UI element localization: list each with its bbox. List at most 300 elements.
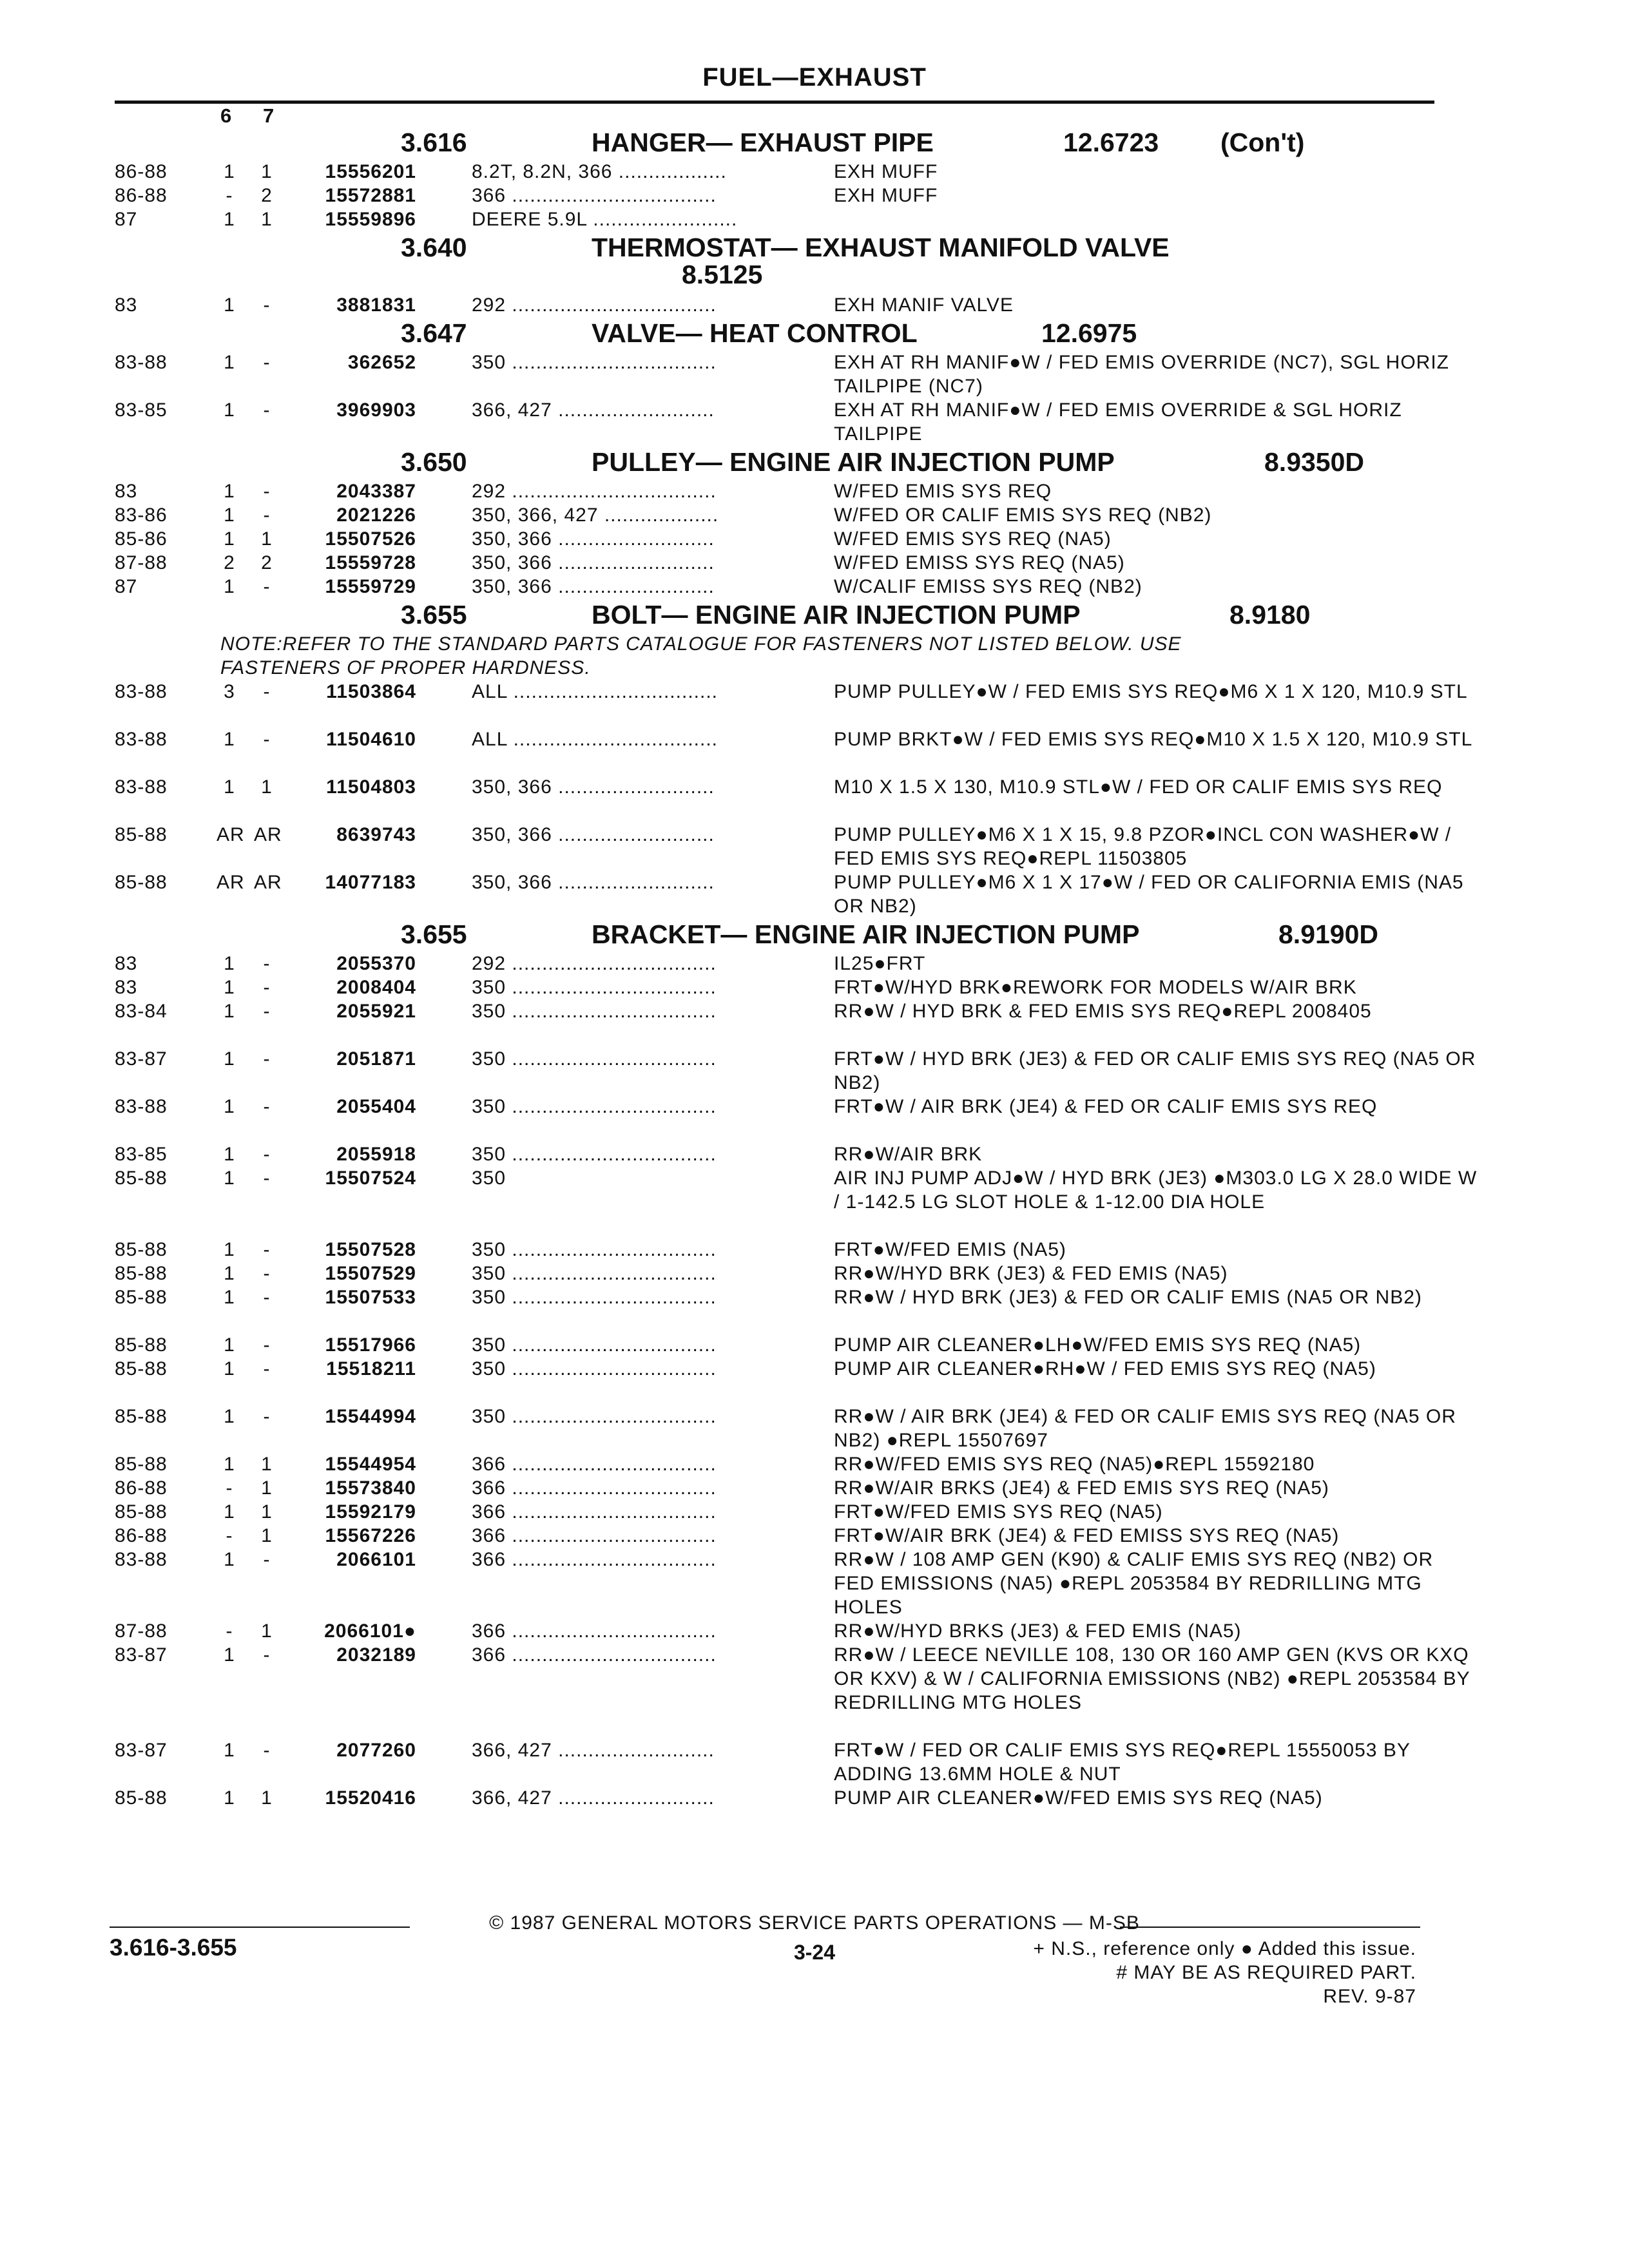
model-years: 85-88	[115, 1287, 168, 1308]
quantity-col-7: -	[263, 681, 271, 702]
engine-models: 350 ..................................	[472, 1048, 717, 1070]
quantity-col-6: 1	[224, 505, 235, 526]
model-years: 85-88	[115, 1239, 168, 1260]
quantity-col-7: -	[263, 1740, 271, 1761]
quantity-col-6: 1	[224, 294, 235, 316]
model-years: 83	[115, 977, 138, 998]
quantity-col-6: 1	[224, 352, 235, 373]
engine-models: 366 ..................................	[472, 1549, 717, 1570]
part-description: RR●W/HYD BRK (JE3) & FED EMIS (NA5)	[834, 1263, 1228, 1284]
table-row	[0, 160, 1629, 184]
table-row	[0, 1738, 1629, 1786]
part-number: 2043387	[336, 481, 416, 502]
part-description: EXH AT RH MANIF●W / FED EMIS OVERRIDE (NC7), SGL HORIZ TAILPIPE (NC7)	[834, 352, 1449, 397]
header-rule	[115, 101, 1434, 104]
quantity-col-7: -	[263, 729, 271, 750]
part-number: 15507526	[325, 528, 416, 550]
section-title: THERMOSTAT— EXHAUST MANIFOLD VALVE	[592, 233, 1170, 262]
quantity-col-6: 1	[224, 481, 235, 502]
engine-models: 366 ..................................	[472, 185, 717, 206]
model-years: 85-88	[115, 1454, 168, 1475]
part-description: FRT●W / FED OR CALIF EMIS SYS REQ●REPL 15550053 BY ADDING 13.6MM HOLE & NUT	[834, 1740, 1411, 1785]
quantity-col-7: AR	[254, 824, 282, 845]
quantity-col-7: -	[263, 1644, 271, 1666]
engine-models: 350 ..................................	[472, 1239, 717, 1260]
footer-legend-line: # MAY BE AS REQUIRED PART.	[1116, 1962, 1416, 1983]
model-years: 85-86	[115, 528, 168, 550]
quantity-col-6: 3	[224, 681, 235, 702]
table-row	[0, 1262, 1629, 1285]
part-description: FRT●W/HYD BRK●REWORK FOR MODELS W/AIR BRK	[834, 977, 1357, 998]
section-number: 3.616	[401, 128, 467, 157]
quantity-col-7: 2	[261, 552, 273, 573]
quantity-col-6: 1	[224, 1454, 235, 1475]
table-row	[0, 1166, 1629, 1238]
part-number: 15517966	[325, 1334, 416, 1356]
part-number: 15520416	[325, 1787, 416, 1809]
table-row	[0, 1548, 1629, 1619]
part-number: 3881831	[336, 294, 416, 316]
part-number: 2055921	[336, 1001, 416, 1022]
engine-models: 292 ..................................	[472, 481, 717, 502]
engine-models: 350 ..................................	[472, 1263, 717, 1284]
table-row	[0, 1333, 1629, 1357]
part-description: RR●W / HYD BRK & FED EMIS SYS REQ●REPL 2008405	[834, 1001, 1372, 1022]
model-years: 83-88	[115, 776, 168, 798]
quantity-col-6: 1	[224, 1406, 235, 1427]
model-years: 83-87	[115, 1740, 168, 1761]
table-row	[0, 870, 1629, 918]
section-title: VALVE— HEAT CONTROL	[592, 318, 918, 348]
part-description: EXH AT RH MANIF●W / FED EMIS OVERRIDE & SGL HORIZ TAILPIPE	[834, 399, 1402, 445]
table-row	[0, 975, 1629, 999]
model-years: 87-88	[115, 552, 168, 573]
model-years: 83-85	[115, 1144, 168, 1165]
engine-models: 350 ..................................	[472, 352, 717, 373]
quantity-col-6: 1	[224, 1263, 235, 1284]
section-header	[0, 231, 1629, 293]
table-row	[0, 1095, 1629, 1142]
engine-models: 350	[472, 1168, 506, 1189]
engine-models: 350, 366 ..........................	[472, 552, 715, 573]
model-years: 83-87	[115, 1644, 168, 1666]
quantity-col-7: -	[263, 1096, 271, 1117]
model-years: 85-88	[115, 824, 168, 845]
table-row	[0, 1357, 1629, 1405]
parts-list	[0, 126, 1629, 1810]
section-number: 3.655	[401, 600, 467, 629]
part-number: 2008404	[336, 977, 416, 998]
quantity-col-7: -	[263, 1263, 271, 1284]
part-number: 15556201	[325, 161, 416, 182]
section-title-code: 8.5125	[682, 260, 763, 289]
part-description: PUMP PULLEY●M6 X 1 X 17●W / FED OR CALIFORNIA EMIS (NA5 OR NB2)	[834, 872, 1464, 917]
part-number: 15572881	[325, 185, 416, 206]
part-number: 15573840	[325, 1477, 416, 1499]
part-description: RR●W / HYD BRK (JE3) & FED OR CALIF EMIS (NA5 OR NB2)	[834, 1287, 1422, 1308]
quantity-col-6: 1	[224, 399, 235, 421]
part-number: 15559729	[325, 576, 416, 597]
model-years: 83	[115, 294, 138, 316]
quantity-col-7: 1	[261, 161, 273, 182]
table-row	[0, 775, 1629, 823]
model-years: 85-88	[115, 1263, 168, 1284]
quantity-col-6: 1	[224, 1096, 235, 1117]
quantity-col-7: -	[263, 399, 271, 421]
section-number: 3.647	[401, 318, 467, 348]
quantity-col-7: -	[263, 1334, 271, 1356]
part-description: PUMP PULLEY●W / FED EMIS SYS REQ●M6 X 1 X 120, M10.9 STL	[834, 681, 1468, 702]
part-number: 11504803	[326, 776, 416, 798]
quantity-col-7: -	[263, 1048, 271, 1070]
table-row	[0, 727, 1629, 775]
footer-revision: REV. 9-87	[1323, 1986, 1416, 2007]
part-number: 2051871	[336, 1048, 416, 1070]
part-number: 2066101●	[324, 1620, 416, 1642]
engine-models: 292 ..................................	[472, 953, 717, 974]
model-years: 83-88	[115, 1096, 168, 1117]
engine-models: 366 ..................................	[472, 1501, 717, 1523]
table-row	[0, 952, 1629, 975]
engine-models: 8.2T, 8.2N, 366 ..................	[472, 161, 727, 182]
engine-models: 366 ..................................	[472, 1525, 717, 1546]
quantity-col-7: -	[263, 352, 271, 373]
quantity-col-7: -	[263, 1144, 271, 1165]
part-description: PUMP AIR CLEANER●LH●W/FED EMIS SYS REQ (NA5)	[834, 1334, 1362, 1356]
part-number: 15559728	[325, 552, 416, 573]
engine-models: 350, 366 ..........................	[472, 824, 715, 845]
part-number: 2066101	[336, 1549, 416, 1570]
section-header	[0, 918, 1629, 952]
part-number: 15518211	[326, 1358, 416, 1379]
part-description: RR●W/HYD BRKS (JE3) & FED EMIS (NA5)	[834, 1620, 1242, 1642]
footer-legend-line: + N.S., reference only ● Added this issue.	[1033, 1938, 1416, 1959]
table-row	[0, 551, 1629, 575]
model-years: 83-86	[115, 505, 168, 526]
quantity-col-6: 1	[224, 1168, 235, 1189]
quantity-col-6: 1	[224, 1048, 235, 1070]
model-years: 83-88	[115, 681, 168, 702]
part-number: 15507524	[325, 1168, 416, 1189]
quantity-col-7: -	[263, 505, 271, 526]
engine-models: 366, 427 ..........................	[472, 399, 715, 421]
part-description: EXH MUFF	[834, 185, 938, 206]
section-number: 3.655	[401, 919, 467, 949]
part-description: FRT●W/FED EMIS (NA5)	[834, 1239, 1066, 1260]
table-row	[0, 527, 1629, 551]
model-years: 83-88	[115, 1549, 168, 1570]
section-note-line: NOTE:REFER TO THE STANDARD PARTS CATALOGUE FOR FASTENERS NOT LISTED BELOW. USE	[220, 633, 1182, 655]
part-number: 8639743	[336, 824, 416, 845]
section-title: PULLEY— ENGINE AIR INJECTION PUMP	[592, 447, 1115, 477]
quantity-col-6: 1	[224, 1001, 235, 1022]
part-number: 14077183	[325, 872, 416, 893]
quantity-col-7: -	[263, 1239, 271, 1260]
part-number: 2032189	[336, 1644, 416, 1666]
model-years: 87-88	[115, 1620, 168, 1642]
quantity-col-6: -	[226, 1525, 233, 1546]
model-years: 85-88	[115, 872, 168, 893]
quantity-col-6: -	[226, 1477, 233, 1499]
quantity-col-6: 1	[224, 1334, 235, 1356]
part-number: 2021226	[336, 505, 416, 526]
quantity-col-6: 1	[224, 977, 235, 998]
part-number: 362652	[347, 352, 416, 373]
engine-models: 350 ..................................	[472, 1358, 717, 1379]
part-number: 11503864	[326, 681, 416, 702]
part-number: 15544954	[325, 1454, 416, 1475]
quantity-col-7: 1	[261, 1454, 273, 1475]
quantity-col-6: 1	[224, 576, 235, 597]
quantity-col-6: 1	[224, 1501, 235, 1523]
quantity-col-7: -	[263, 1358, 271, 1379]
quantity-col-7: -	[263, 977, 271, 998]
section-code: 8.9180	[1229, 600, 1311, 629]
quantity-col-7: -	[263, 953, 271, 974]
table-row	[0, 503, 1629, 527]
model-years: 83-88	[115, 729, 168, 750]
model-years: 85-88	[115, 1334, 168, 1356]
quantity-col-7: 1	[261, 1787, 273, 1809]
part-description: W/CALIF EMISS SYS REQ (NB2)	[834, 576, 1142, 597]
engine-models: 366 ..................................	[472, 1644, 717, 1666]
engine-models: 292 ..................................	[472, 294, 717, 316]
quantity-col-7: -	[263, 1406, 271, 1427]
part-description: W/FED OR CALIF EMIS SYS REQ (NB2)	[834, 505, 1212, 526]
footer-page-number: 3-24	[793, 1941, 836, 1964]
quantity-col-7: -	[263, 1001, 271, 1022]
quantity-col-6: 1	[224, 1287, 235, 1308]
part-description: W/FED EMISS SYS REQ (NA5)	[834, 552, 1125, 573]
model-years: 86-88	[115, 1477, 168, 1499]
part-description: PUMP PULLEY●M6 X 1 X 15, 9.8 PZOR●INCL CON WASHER●W / FED EMIS SYS REQ●REPL 11503805	[834, 824, 1452, 869]
part-description: EXH MUFF	[834, 161, 938, 182]
quantity-col-7: 1	[261, 776, 273, 798]
quantity-col-7: 1	[261, 1620, 273, 1642]
part-description: PUMP BRKT●W / FED EMIS SYS REQ●M10 X 1.5 X 120, M10.9 STL	[834, 729, 1473, 750]
part-number: 2055404	[336, 1096, 416, 1117]
table-row	[0, 1786, 1629, 1810]
model-years: 87	[115, 576, 138, 597]
engine-models: 350, 366 ..........................	[472, 528, 715, 550]
table-row	[0, 1524, 1629, 1548]
table-row	[0, 680, 1629, 727]
part-description: RR●W / LEECE NEVILLE 108, 130 OR 160 AMP GEN (KVS OR KXQ OR KXV) & W / CALIFORNIA EMISSIONS (NB2) ●REPL 2053584 BY REDRILLING MTG HOLES	[834, 1644, 1470, 1713]
quantity-col-7: -	[263, 1287, 271, 1308]
table-row	[0, 1238, 1629, 1262]
quantity-col-6: 1	[224, 1549, 235, 1570]
part-description: W/FED EMIS SYS REQ (NA5)	[834, 528, 1112, 550]
part-number: 2077260	[336, 1740, 416, 1761]
quantity-col-6: 1	[224, 776, 235, 798]
section-header	[0, 126, 1629, 160]
engine-models: 350 ..................................	[472, 1334, 717, 1356]
part-description: PUMP AIR CLEANER●W/FED EMIS SYS REQ (NA5)	[834, 1787, 1323, 1809]
table-row	[0, 207, 1629, 231]
engine-models: 366 ..................................	[472, 1454, 717, 1475]
engine-models: 350 ..................................	[472, 1406, 717, 1427]
quantity-col-6: 1	[224, 953, 235, 974]
model-years: 83	[115, 953, 138, 974]
table-row	[0, 184, 1629, 207]
part-description: FRT●W / HYD BRK (JE3) & FED OR CALIF EMIS SYS REQ (NA5 OR NB2)	[834, 1048, 1476, 1093]
part-description: FRT●W / AIR BRK (JE4) & FED OR CALIF EMIS SYS REQ	[834, 1096, 1378, 1117]
section-code: 8.9350D	[1264, 447, 1365, 477]
model-years: 85-88	[115, 1406, 168, 1427]
section-code: 12.6975	[1041, 318, 1137, 348]
part-number: 15592179	[325, 1501, 416, 1523]
quantity-col-6: 1	[224, 161, 235, 182]
model-years: 83	[115, 481, 138, 502]
section-header	[0, 317, 1629, 351]
column-b-number: 7	[263, 104, 275, 127]
engine-models: 350, 366, 427 ...................	[472, 505, 719, 526]
table-row	[0, 1285, 1629, 1333]
quantity-col-7: 2	[261, 185, 273, 206]
model-years: 86-88	[115, 161, 168, 182]
table-row	[0, 1047, 1629, 1095]
engine-models: 366, 427 ..........................	[472, 1787, 715, 1809]
table-row	[0, 479, 1629, 503]
section-title: BRACKET— ENGINE AIR INJECTION PUMP	[592, 919, 1140, 949]
engine-models: DEERE 5.9L ........................	[472, 209, 738, 230]
engine-models: 350 ..................................	[472, 1287, 717, 1308]
quantity-col-6: 1	[224, 1144, 235, 1165]
engine-models: 366, 427 ..........................	[472, 1740, 715, 1761]
engine-models: 350 ..................................	[472, 1001, 717, 1022]
part-number: 15507533	[325, 1287, 416, 1308]
section-number: 3.650	[401, 447, 467, 477]
quantity-col-7: 1	[261, 1477, 273, 1499]
model-years: 85-88	[115, 1168, 168, 1189]
part-number: 15567226	[325, 1525, 416, 1546]
model-years: 87	[115, 209, 138, 230]
quantity-col-7: -	[263, 294, 271, 316]
quantity-col-6: 1	[224, 1740, 235, 1761]
part-description: RR●W/AIR BRK	[834, 1144, 983, 1165]
section-title: HANGER— EXHAUST PIPE	[592, 128, 934, 157]
table-row	[0, 1500, 1629, 1524]
quantity-col-6: 2	[224, 552, 235, 573]
part-description: PUMP AIR CLEANER●RH●W / FED EMIS SYS REQ (NA5)	[834, 1358, 1376, 1379]
section-note	[0, 632, 1629, 680]
part-description: RR●W/AIR BRKS (JE4) & FED EMIS SYS REQ (NA5)	[834, 1477, 1329, 1499]
part-description: RR●W/FED EMIS SYS REQ (NA5)●REPL 15592180	[834, 1454, 1315, 1475]
quantity-col-6: 1	[224, 1644, 235, 1666]
part-description: IL25●FRT	[834, 953, 926, 974]
section-code: 8.9190D	[1278, 919, 1379, 949]
table-row	[0, 823, 1629, 870]
quantity-col-6: 1	[224, 528, 235, 550]
table-row	[0, 351, 1629, 398]
quantity-col-7: -	[263, 576, 271, 597]
quantity-col-7: 1	[261, 1501, 273, 1523]
quantity-col-6: 1	[224, 1239, 235, 1260]
engine-models: 350 ..................................	[472, 1144, 717, 1165]
section-header	[0, 446, 1629, 479]
part-description: RR●W / AIR BRK (JE4) & FED OR CALIF EMIS SYS REQ (NA5 OR NB2) ●REPL 15507697	[834, 1406, 1456, 1451]
quantity-col-7: 1	[261, 528, 273, 550]
engine-models: 350 ..................................	[472, 1096, 717, 1117]
part-description: AIR INJ PUMP ADJ●W / HYD BRK (JE3) ●M303.0 LG X 28.0 WIDE W / 1-142.5 LG SLOT HOLE & 1-12.00 DIA HOLE	[834, 1168, 1478, 1213]
quantity-col-7: -	[263, 1168, 271, 1189]
quantity-col-7: AR	[254, 872, 282, 893]
quantity-col-6: -	[226, 185, 233, 206]
quantity-col-7: -	[263, 481, 271, 502]
part-description: RR●W / 108 AMP GEN (K90) & CALIF EMIS SYS REQ (NB2) OR FED EMISSIONS (NA5) ●REPL 2053584 BY REDRILLING MTG HOLES	[834, 1549, 1434, 1618]
column-a-number: 6	[220, 104, 232, 127]
part-description: M10 X 1.5 X 130, M10.9 STL●W / FED OR CALIF EMIS SYS REQ	[834, 776, 1443, 798]
table-row	[0, 1452, 1629, 1476]
engine-models: 350, 366 ..........................	[472, 576, 715, 597]
part-description: FRT●W/FED EMIS SYS REQ (NA5)	[834, 1501, 1163, 1523]
quantity-col-7: 1	[261, 209, 273, 230]
quantity-col-6: AR	[217, 872, 245, 893]
table-row	[0, 999, 1629, 1047]
engine-models: 366 ..................................	[472, 1477, 717, 1499]
model-years: 85-88	[115, 1358, 168, 1379]
part-number: 11504610	[326, 729, 416, 750]
part-description: EXH MANIF VALVE	[834, 294, 1014, 316]
quantity-col-6: 1	[224, 1787, 235, 1809]
quantity-col-6: 1	[224, 209, 235, 230]
footer-section-range: 3.616-3.655	[110, 1934, 237, 1961]
continued-marker: (Con't)	[1220, 128, 1305, 157]
part-number: 3969903	[336, 399, 416, 421]
quantity-col-7: -	[263, 1549, 271, 1570]
table-row	[0, 1619, 1629, 1643]
part-number: 15507528	[325, 1239, 416, 1260]
part-number: 15559896	[325, 209, 416, 230]
part-description: W/FED EMIS SYS REQ	[834, 481, 1052, 502]
table-row	[0, 293, 1629, 317]
engine-models: ALL ..................................	[472, 729, 718, 750]
model-years: 83-87	[115, 1048, 168, 1070]
section-header	[0, 599, 1629, 632]
quantity-col-6: 1	[224, 1358, 235, 1379]
footer-copyright: © 1987 GENERAL MOTORS SERVICE PARTS OPERATIONS — M-SB	[489, 1912, 1140, 1934]
table-row	[0, 1405, 1629, 1452]
part-number: 2055370	[336, 953, 416, 974]
quantity-col-6: -	[226, 1620, 233, 1642]
quantity-col-6: 1	[224, 729, 235, 750]
table-row	[0, 1142, 1629, 1166]
quantity-col-6: AR	[217, 824, 245, 845]
table-row	[0, 1643, 1629, 1738]
table-row	[0, 1476, 1629, 1500]
section-note-line: FASTENERS OF PROPER HARDNESS.	[220, 657, 591, 678]
engine-models: 350 ..................................	[472, 977, 717, 998]
part-number: 15544994	[325, 1406, 416, 1427]
model-years: 85-88	[115, 1501, 168, 1523]
part-number: 2055918	[336, 1144, 416, 1165]
model-years: 83-88	[115, 352, 168, 373]
engine-models: 366 ..................................	[472, 1620, 717, 1642]
engine-models: 350, 366 ..........................	[472, 872, 715, 893]
section-title: BOLT— ENGINE AIR INJECTION PUMP	[592, 600, 1081, 629]
quantity-col-7: 1	[261, 1525, 273, 1546]
model-years: 85-88	[115, 1787, 168, 1809]
section-code: 12.6723	[1063, 128, 1159, 157]
part-description: FRT●W/AIR BRK (JE4) & FED EMISS SYS REQ (NA5)	[834, 1525, 1340, 1546]
engine-models: 350, 366 ..........................	[472, 776, 715, 798]
table-row	[0, 398, 1629, 446]
table-row	[0, 575, 1629, 599]
model-years: 83-84	[115, 1001, 168, 1022]
model-years: 86-88	[115, 185, 168, 206]
model-years: 83-85	[115, 399, 168, 421]
page-header-title: FUEL—EXHAUST	[702, 63, 927, 91]
